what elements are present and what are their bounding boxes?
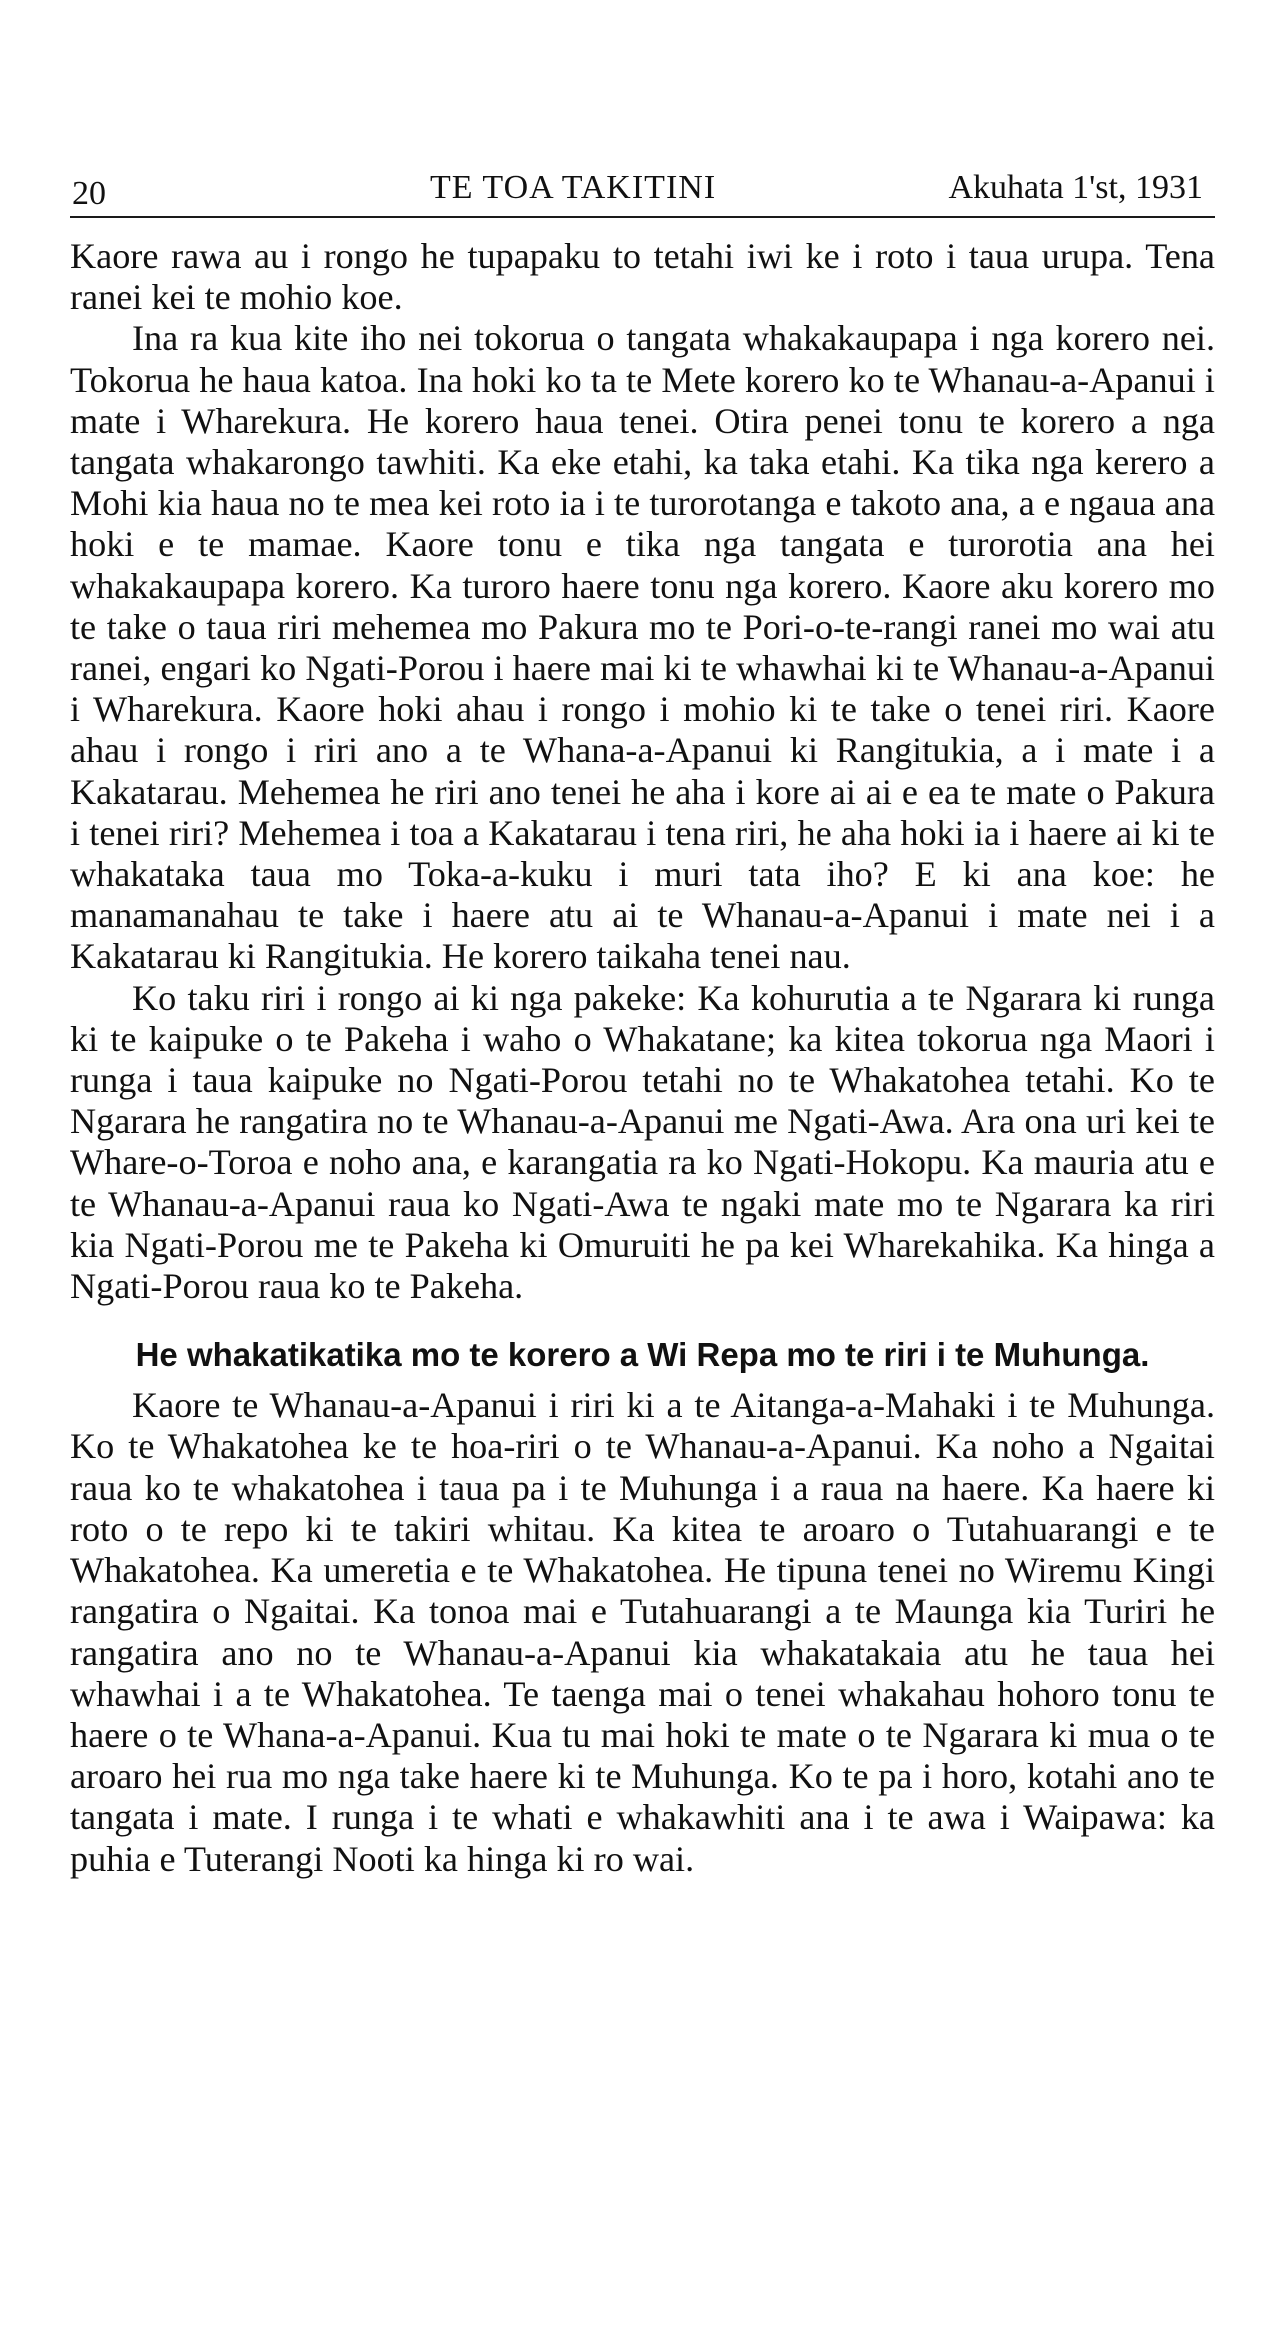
article-paragraph: Ko taku riri i rongo ai ki nga pakeke: Ka kohurutia a te Ngarara ki runga ki te kaipuke o te Pakeha i waho o Whakatane; ka kitea tokorua nga Maori i runga i taua kaipuke no Ngati-Porou tetahi no te Whakatohea tetahi. Ko te Ngarara he rangatira no te Whanau-a-Apanui me Ngati-Awa. Ara ona uri kei te Whare-o-Toroa e noho ana, e karangatia ra ko Ngati-Hokopu. Ka mauria atu e te Whanau-a-Apanui raua ko Ngati-Awa te ngaki mate mo te Ngarara ka riri kia Ngati-Porou me te Pakeha ki Omuruiti he pa kei Wharekahika. Ka hinga a Ngati-Porou raua ko te Pakeha. <box>70 977 1215 1307</box>
section-heading: He whakatikatika mo te korero a Wi Repa mo te riri i te Muhunga. <box>135 1336 1150 1374</box>
publication-title: TE TOA TAKITINI <box>430 169 717 206</box>
section-paragraph: Kaore te Whanau-a-Apanui i riri ki a te Aitanga-a-Mahaki i te Muhunga. Ko te Whakatohea ke te hoa-riri o te Whanau-a-Apanui. Ka noho a Ngaitai raua ko te whakatohea i taua pa i te Muhunga i a raua na haere. Ka haere ki roto o te repo ki te takiri whitau. Ka kitea te aroaro o Tutahuarangi e te Whakatohea. Ka umeretia e te Whakatohea. He tipuna tenei no Wiremu Kingi rangatira o Ngaitai. Ka tonoa mai e Tutahuarangi a te Maunga kia Turiri he rangatira ano no te Whanau-a-Apanui kia whakatakaia atu he taua hei whawhai i a te Whakatohea. Te taenga mai o tenei whakahau hohoro tonu te haere o te Whana-a-Apanui. Kua tu mai hoki te mate o te Ngarara ki mua o te aroaro hei rua mo nga take haere ki te Muhunga. Ko te pa i horo, kotahi ano te tangata i mate. I runga i te whati e whakawhiti ana i te awa i Waipawa: ka puhia e Tuterangi Nooti ka hinga ki ro wai. <box>70 1385 1215 1879</box>
article-paragraph: Ina ra kua kite iho nei tokorua o tangata whakakaupapa i nga korero nei. Tokorua he haua katoa. Ina hoki ko ta te Mete korero ko te Whanau-a-Apanui i mate i Wharekura. He korero haua tenei. Otira penei tonu te korero a nga tangata whakarongo tawhiti. Ka eke etahi, ka taka etahi. Ka tika nga kerero a Mohi kia haua no te mea kei roto ia i te turorotanga e takoto ana, a e ngaua ana hoki e te mamae. Kaore tonu e tika nga tangata e turorotia ana hei whakakaupapa korero. Ka turoro haere tonu nga korero. Kaore aku korero mo te take o taua riri mehemea mo Pakura mo te Pori-o-te-rangi ranei mo wai atu ranei, engari ko Ngati-Porou i haere mai ki te whawhai ki te Whanau-a-Apanui i Wharekura. Kaore hoki ahau i rongo i mohio ki te take o tenei riri. Kaore ahau i rongo i riri ano a te Whana-a-Apanui ki Rangitukia, a i mate i a Kakatarau. Mehemea he riri ano tenei he aha i kore ai ai e ea te mate o Pakura i tenei riri? Mehemea i toa a Kakatarau i tena riri, he aha hoki ia i haere ai ki te whakataka taua mo Toka-a-kuku i muri tata iho? E ki ana koe: he manamanahau te take i haere atu ai te Whanau-a-Apanui i mate nei i a Kakatarau ki Rangitukia. He korero taikaha tenei nau. <box>70 318 1215 977</box>
running-header <box>70 160 1215 218</box>
article-body <box>70 236 1215 1880</box>
article-paragraph: Kaore rawa au i rongo he tupapaku to tetahi iwi ke i roto i taua urupa. Tena ranei kei te mohio koe. <box>70 236 1215 318</box>
page-number: 20 <box>72 175 106 212</box>
issue-date: Akuhata 1'st, 1931 <box>948 169 1203 206</box>
newspaper-page <box>70 160 1215 2300</box>
